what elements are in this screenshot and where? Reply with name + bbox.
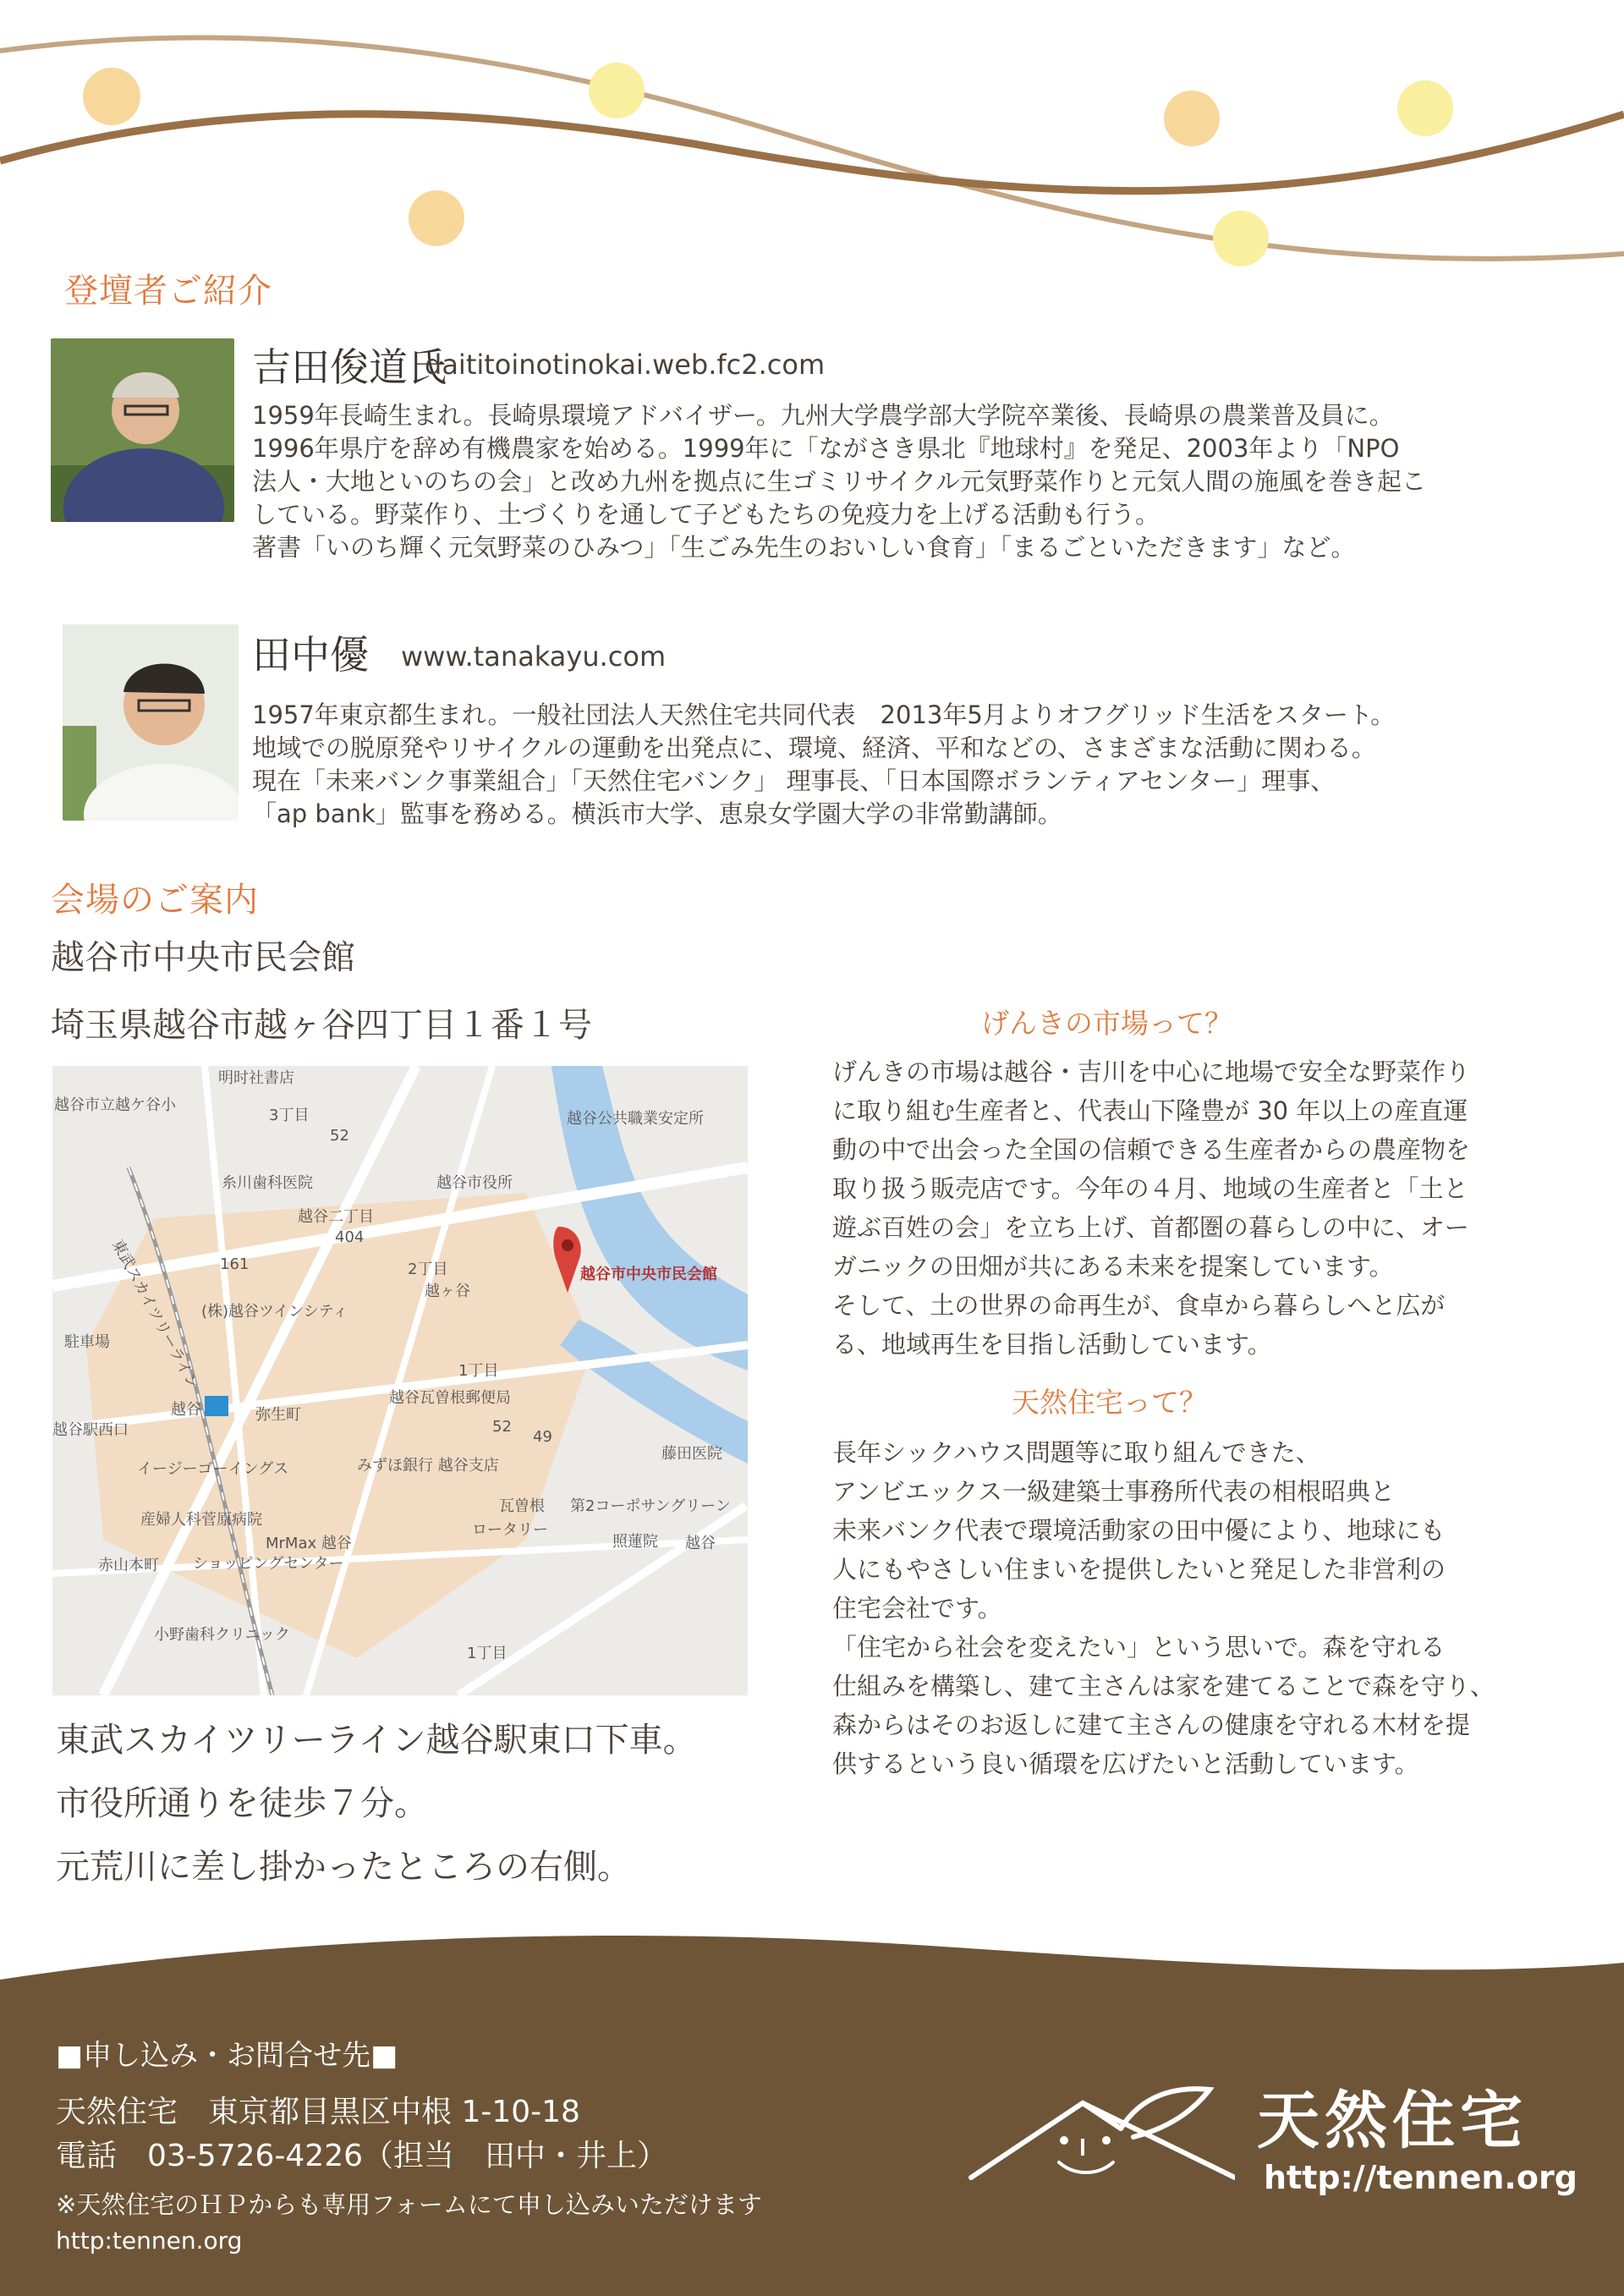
dot	[589, 63, 645, 118]
map-label: 52	[492, 1418, 512, 1436]
tennen-line: 「住宅から社会を変えたい」という思いで。森を守れる	[832, 1633, 1446, 1662]
speaker-url-link[interactable]: daititoinotinokai.web.fc2.com	[425, 349, 826, 381]
map-label: 瓦曽根	[499, 1497, 545, 1515]
map-label: 161	[220, 1255, 250, 1273]
speaker-url-link[interactable]: www.tanakayu.com	[401, 640, 667, 673]
speaker-bio	[252, 699, 1395, 831]
genki-line: ガニックの田畑が共にある未来を提案しています。	[832, 1252, 1394, 1281]
access-directions	[56, 1709, 697, 1899]
map-label: 越谷瓦曽根郵便局	[389, 1389, 511, 1407]
map-label: ショッピングセンター	[193, 1555, 344, 1573]
bio-line: 著書「いのち輝く元気野菜のひみつ」「生ごみ先生のおいしい食育」「まるごといただきます」など。	[252, 533, 1356, 562]
bio-line: 法人・大地といのちの会」と改め九州を拠点に生ゴミリサイクル元気野菜作りと元気人間の施風を巻き起こ	[252, 467, 1426, 496]
genki-line: そして、土の世界の命再生が、食卓から暮らしへと広が	[832, 1291, 1446, 1320]
footer-url-link[interactable]: http:tennen.org	[56, 2227, 243, 2255]
map-label: 弥生町	[255, 1406, 301, 1424]
speaker-photo-yoshida	[51, 338, 234, 522]
map-label: 49	[533, 1428, 552, 1446]
speaker-name: 田中優	[252, 632, 369, 678]
genki-line: る、地域再生を目指し活動しています。	[832, 1330, 1272, 1359]
map-label: みずほ銀行 越谷支店	[357, 1457, 499, 1475]
header-decoration	[0, 0, 1624, 305]
bio-line: している。野菜作り、土づくりを通して子どもたちの免疫力を上げる活動も行う。	[252, 500, 1160, 529]
map-pin-label: 越谷市中央市民会館	[580, 1266, 717, 1283]
map-label: 小野歯科クリニック	[154, 1626, 290, 1644]
tennen-line: 森からはそのお返しに建て主さんの健康を守れる木材を提	[832, 1711, 1471, 1739]
dot	[1397, 80, 1453, 136]
map-label: 明时社書店	[218, 1069, 294, 1087]
tennen-title: 天然住宅って？	[1012, 1386, 1207, 1419]
wave-line-thick	[0, 114, 1624, 191]
tennen-line: 住宅会社です。	[832, 1594, 1002, 1623]
speakers-section-title: 登壇者ご紹介	[64, 272, 272, 310]
venue-section-title: 会場のご案内	[51, 881, 259, 920]
genki-line: 取り扱う販売店です。今年の４月、地域の生産者と「土と	[832, 1174, 1468, 1203]
bio-line: 1959年長崎生まれ。長崎県環境アドバイザー。九州大学農学部大学院卒業後、長崎県の農業普及員に。	[252, 401, 1394, 430]
tennen-line: 供するという良い循環を広げたいと活動しています。	[832, 1749, 1419, 1778]
map-label: 越ヶ谷	[425, 1283, 470, 1300]
map-label: MrMax 越谷	[266, 1535, 352, 1552]
map-label: 1丁目	[467, 1645, 508, 1662]
bio-line: 現在「未来バンク事業組合」「天然住宅バンク」 理事長、「日本国際ボランティアセンター」理事、	[252, 766, 1336, 795]
map-label: 52	[330, 1127, 349, 1145]
genki-line: 遊ぶ百姓の会」を立ち上げ、首都圏の暮らしの中に、オー	[832, 1213, 1469, 1242]
speaker-name: 吉田俊道氏	[252, 344, 447, 390]
contact-phone: 電話 03-5726-4226（担当 田中・井上）	[56, 2139, 668, 2173]
map-label: 藤田医院	[661, 1445, 722, 1463]
map-label: 第2コーポサングリーン	[570, 1497, 731, 1515]
dot	[1164, 91, 1220, 146]
map-label: 404	[335, 1228, 365, 1246]
tennen-line: 人にもやさしい住まいを提供したいと発足した非営利の	[832, 1555, 1446, 1584]
genki-line: 動の中で出会った全国の信頼できる生産者からの農産物を	[832, 1135, 1471, 1164]
map-label: 2丁目	[408, 1261, 448, 1278]
tennen-description	[832, 1433, 1495, 1783]
map-label: 産婦人科菅原病院	[140, 1511, 262, 1529]
map-label: (株)越谷ツインシティ	[201, 1303, 348, 1321]
speaker-photo-tanaka	[63, 624, 239, 821]
genki-line: げんきの市場は越谷・吉川を中心に地場で安全な野菜作り	[832, 1057, 1471, 1086]
bio-line: 「ap bank」監事を務める。横浜市大学、恵泉女学園大学の非常勤講師。	[252, 799, 1062, 828]
map-label: 1丁目	[458, 1362, 499, 1380]
map-label: 赤山本町	[98, 1557, 159, 1574]
genki-title: げんきの市場って？	[981, 1007, 1232, 1040]
tennen-line: 長年シックハウス問題等に取り組んできた、	[832, 1438, 1320, 1467]
tennen-line: 仕組みを構築し、建て主さんは家を建てることで森を守り、	[832, 1672, 1495, 1700]
map-label: 越谷市立越ケ谷小	[54, 1096, 176, 1114]
access-line: 市役所通りを徒歩７分。	[56, 1784, 428, 1823]
contact-note: ※天然住宅のＨＰからも専用フォームにて申し込みいただけます	[56, 2190, 762, 2219]
logo-url-link[interactable]: http://tennen.org	[1264, 2159, 1577, 2196]
map-label: 東武スカイツリーライン	[107, 1236, 202, 1392]
tennen-line: 未来バンク代表で環境活動家の田中優により、地球にも	[832, 1516, 1446, 1545]
map-label: 越谷駅西口	[52, 1421, 129, 1439]
access-line: 元荒川に差し掛かったところの右側。	[56, 1848, 631, 1887]
venue-name: 越谷市中央市民会館	[51, 938, 355, 977]
contact-address: 天然住宅 東京都目黒区中根 1-10-18	[56, 2095, 580, 2129]
speaker-bio	[252, 399, 1426, 564]
logo-text: 天然住宅	[1257, 2085, 1528, 2157]
dot	[1213, 211, 1269, 266]
map-label: 照蓮院	[612, 1533, 658, 1551]
access-line: 東武スカイツリーライン越谷駅東口下車。	[56, 1721, 697, 1760]
genki-line: に取り組む生産者と、代表山下隆豊が 30 年以上の産直運	[832, 1096, 1468, 1125]
map-label: 越谷二丁目	[298, 1208, 374, 1226]
tennen-line: アンビエックス一級建築士事務所代表の相根昭典と	[832, 1477, 1395, 1506]
map-label: 糸川歯科医院	[222, 1174, 313, 1192]
map-label: イージーゴーイングス	[137, 1460, 289, 1478]
map-label: 越谷市役所	[436, 1174, 513, 1192]
dot	[409, 190, 464, 246]
map-label: ロータリー	[472, 1521, 548, 1539]
map-label: 駐車場	[64, 1333, 110, 1351]
map-label: 越谷	[171, 1401, 201, 1419]
map-label: 越谷公共職業安定所	[567, 1110, 704, 1128]
map-label: 越谷	[685, 1535, 716, 1552]
house-logo-icon	[964, 2078, 1235, 2188]
map-label: 3丁目	[269, 1107, 310, 1124]
dot	[83, 68, 140, 125]
venue-address: 埼玉県越谷市越ヶ谷四丁目１番１号	[51, 1006, 592, 1045]
contact-title: ■申し込み・お問合せ先■	[56, 2039, 398, 2073]
bio-line: 1957年東京都生まれ。一般社団法人天然住宅共同代表 2013年5月よりオフグリッド生活をスタート。	[252, 700, 1396, 729]
map-graphic	[52, 1066, 748, 1695]
bio-line: 1996年県庁を辞め有機農家を始める。1999年に「ながさき県北『地球村』を発足、2003年より「NPO	[252, 434, 1400, 463]
venue-map[interactable]	[52, 1066, 748, 1695]
bio-line: 地域での脱原発やリサイクルの運動を出発点に、環境、経済、平和などの、さまざまな活動に関わる。	[252, 733, 1376, 762]
wave-line-thin	[0, 37, 1624, 258]
genki-description	[832, 1052, 1470, 1364]
